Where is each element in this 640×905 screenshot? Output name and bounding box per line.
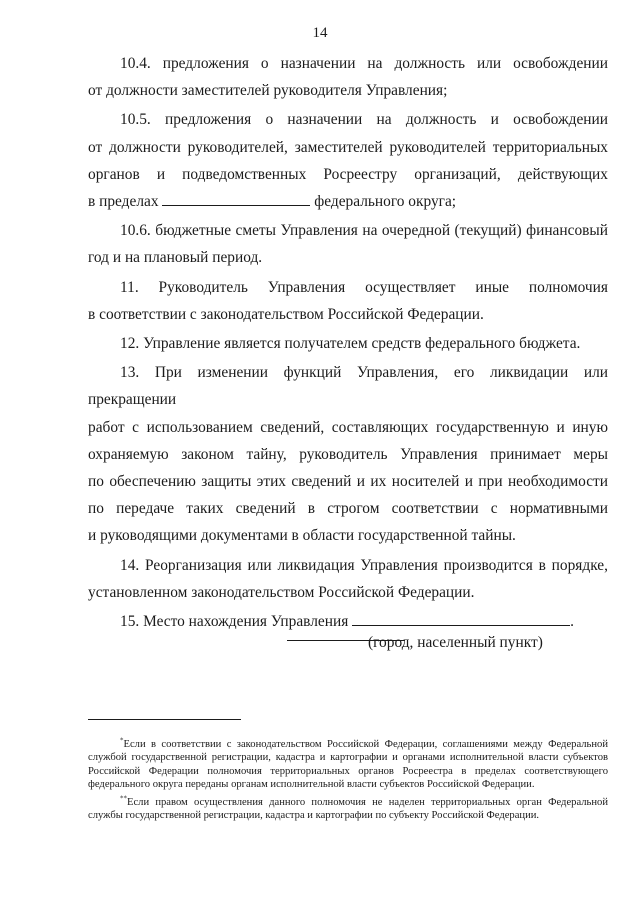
paragraph-14-line-1: 14. Реорганизация или ликвидация Управления производится в порядке, (120, 556, 608, 574)
district-blank-line (162, 190, 310, 206)
paragraph-15 (88, 608, 608, 656)
paragraph-13-line-5: по передаче таких сведений в строгом соответствии с нормативными (88, 500, 608, 518)
footnote-separator (88, 719, 241, 720)
location-caption: (город, населенный пункт) (368, 634, 543, 652)
paragraph-13-line-1: 13. При изменении функций Управления, его ликвидации или прекращении (88, 364, 608, 409)
footnote-2-text: Если правом осуществления данного полномочия не наделен территориальных орган Федеральной службы государственной регистрации, кадастра и картографии по субъекту Российской Федерации. (88, 797, 608, 822)
paragraph-11-line-2: в соответствии с законодательством Российской Федерации. (88, 305, 484, 323)
paragraph-10-4-line-2: от должности заместителей руководителя Управления; (88, 82, 448, 100)
paragraph-14-line-2: установленном законодательством Российской Федерации. (88, 583, 475, 601)
footnote-1-text: Если в соответствии с законодательством Российской Федерации, соглашениями между Федеральной службой государственной регистрации, кадастра и картографии и органами исполнительной власти субъектов Российской Федерации полномочия территориальных органов Росреестра в пределах соответствующего федерального округа переданы органам исполнительной власти субъектов Российской Федерации. (88, 739, 608, 790)
location-blank-line (352, 610, 570, 626)
paragraph-11-line-1: 11. Руководитель Управления осуществляет иные полномочия (120, 278, 608, 296)
paragraph-10-6-line-1: 10.6. бюджетные сметы Управления на очередной (текущий) финансовый (120, 222, 608, 240)
end-of-text-divider (287, 640, 405, 641)
paragraph-10-5 (88, 106, 608, 215)
paragraph-10-5-line-4 (56, 188, 608, 215)
paragraph-10-6 (88, 217, 608, 271)
paragraph-12 (88, 330, 608, 357)
paragraph-13-line-6: и руководящими документами в области государственной тайны. (88, 527, 516, 545)
footnotes (88, 738, 608, 828)
paragraph-11 (88, 274, 608, 328)
paragraph-10-5-line-3: органов и подведомственных Росреестру организаций, действующих (88, 165, 608, 183)
paragraph-10-4 (88, 50, 608, 104)
paragraph-13-line-3: охраняемую законом тайну, руководитель Управления принимает меры (88, 445, 608, 463)
document-body (88, 50, 608, 656)
footnote-1 (88, 738, 608, 791)
paragraph-13-line-4: по обеспечению защиты этих сведений и их носителей и при необходимости (88, 473, 608, 491)
paragraph-12-line-1: 12. Управление является получателем средств федерального бюджета. (120, 335, 581, 353)
paragraph-10-5-line-4-end: федерального округа; (314, 193, 457, 211)
paragraph-15-line-1-end: . (570, 613, 575, 631)
footnote-2-mark: ** (120, 794, 127, 803)
paragraph-15-line-1-start: 15. Место нахождения Управления (120, 613, 349, 631)
paragraph-10-5-line-1: 10.5. предложения о назначении на должность и освобождении (120, 111, 608, 129)
footnote-1-mark: * (120, 736, 124, 745)
paragraph-13 (88, 359, 608, 549)
page-number: 14 (312, 25, 328, 41)
paragraph-10-6-line-2: год и на плановый период. (88, 249, 263, 267)
paragraph-13-line-2: работ с использованием сведений, составляющих государственную и иную (88, 418, 608, 436)
paragraph-10-4-line-1: 10.4. предложения о назначении на должность или освобождении (120, 55, 608, 72)
paragraph-10-5-line-4-start: в пределах (88, 193, 159, 211)
footnote-2 (88, 796, 608, 823)
paragraph-10-5-line-2: от должности руководителей, заместителей руководителей территориальных (88, 138, 608, 156)
paragraph-14 (88, 552, 608, 606)
